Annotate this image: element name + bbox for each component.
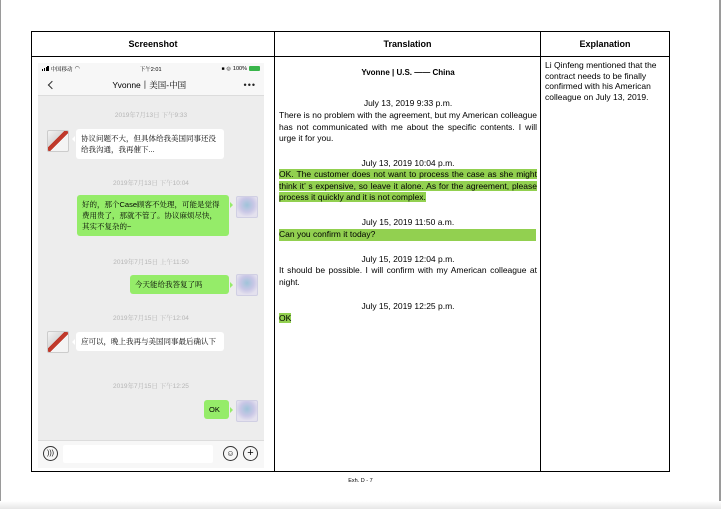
user-avatar[interactable] [236, 274, 258, 296]
page-edge-left [0, 0, 1, 509]
battery-percent: 100% [232, 65, 247, 72]
translation-date: July 15, 2019 12:25 p.m. [361, 301, 455, 311]
exhibit-footer: Exh. D - 7 [348, 478, 373, 484]
translation-date: July 13, 2019 9:33 p.m. [363, 98, 453, 108]
translation-text [279, 313, 537, 325]
contact-avatar[interactable] [47, 130, 69, 152]
chat-nav-bar [38, 74, 264, 96]
chat-input-bar [38, 440, 264, 468]
phone-screenshot [38, 63, 264, 468]
status-time: 下午2:01 [139, 66, 162, 73]
plus-icon[interactable]: + [243, 446, 258, 461]
translation-date: July 15, 2019 12:04 p.m. [361, 254, 455, 264]
message-timestamp: 2019年7月15日 上午11:50 [113, 259, 189, 266]
more-options-icon[interactable]: ••• [243, 79, 256, 90]
signal-icon [42, 66, 49, 71]
contact-avatar[interactable] [47, 331, 69, 353]
message-bubble-outgoing[interactable]: OK [204, 400, 229, 419]
battery-icon [249, 66, 260, 71]
screenshot-header: Screenshot [32, 32, 274, 57]
translation-date: July 13, 2019 10:04 p.m. [361, 158, 455, 168]
explanation-text: Li Qinfeng mentioned that the contract needs to be finally confirmed with his American colleague on July 13, 2019. [545, 60, 657, 102]
translation-column [274, 32, 540, 471]
explanation-header: Explanation [541, 32, 669, 57]
message-timestamp: 2019年7月15日 下午12:25 [113, 383, 189, 390]
emoji-icon[interactable]: ☺ [223, 446, 238, 461]
message-timestamp: 2019年7月15日 下午12:04 [113, 315, 189, 322]
message-bubble-outgoing[interactable]: 今天能给我答复了吗 [130, 275, 229, 294]
message-timestamp: 2019年7月13日 下午10:04 [113, 180, 189, 187]
wifi-icon: ◠ [74, 66, 80, 72]
user-avatar[interactable] [236, 196, 258, 218]
translation-text: It should be possible. I will confirm with my American colleague at night. [279, 265, 537, 287]
message-bubble-outgoing[interactable]: 好的，那个Case顾客不处理，可能是觉得费用贵了，那就不管了。协议麻烦尽快，其实不复杂的~ [77, 195, 229, 236]
voice-icon[interactable]: ))) [43, 446, 58, 461]
carrier-label: 中国移动 [50, 66, 73, 73]
highlighted-text: OK [279, 313, 292, 323]
page-bottom-shade [0, 501, 721, 509]
translation-text: There is no problem with the agreement, but my American colleague has not communicated with me about the specific contents. I will urge it for you. [279, 110, 537, 143]
translation-header: Translation [275, 32, 540, 57]
exhibit-table [31, 31, 670, 472]
back-arrow-icon[interactable] [48, 80, 56, 88]
message-timestamp: 2019年7月13日 下午9:33 [114, 112, 188, 119]
translation-text [279, 229, 537, 241]
explanation-column [540, 32, 669, 471]
status-bar [38, 63, 264, 74]
highlighted-text: OK. The customer does not want to process the case as she might think it’ s expensive, so leave it alone. As for the agreement, please process it quickly and it is not complex. [279, 169, 537, 202]
chat-title: Yvonne丨美国-中国 [112, 79, 187, 90]
message-bubble-incoming[interactable]: 应可以，晚上我再与美国同事最后确认下 [76, 332, 224, 351]
translation-text [279, 169, 537, 204]
user-avatar[interactable] [236, 400, 258, 422]
screenshot-column [32, 32, 274, 471]
message-input[interactable] [63, 445, 213, 463]
message-bubble-incoming[interactable]: 协议问题不大，但具体给我美国同事还没给我沟通，我再催下... [76, 129, 224, 159]
lock-icon: ■ [221, 65, 225, 72]
highlighted-text: Can you confirm it today? [279, 229, 536, 241]
alarm-icon: ◎ [226, 65, 231, 72]
translation-date: July 15, 2019 11:50 a.m. [361, 217, 455, 227]
translation-title: Yvonne | U.S. —— China [361, 68, 455, 77]
